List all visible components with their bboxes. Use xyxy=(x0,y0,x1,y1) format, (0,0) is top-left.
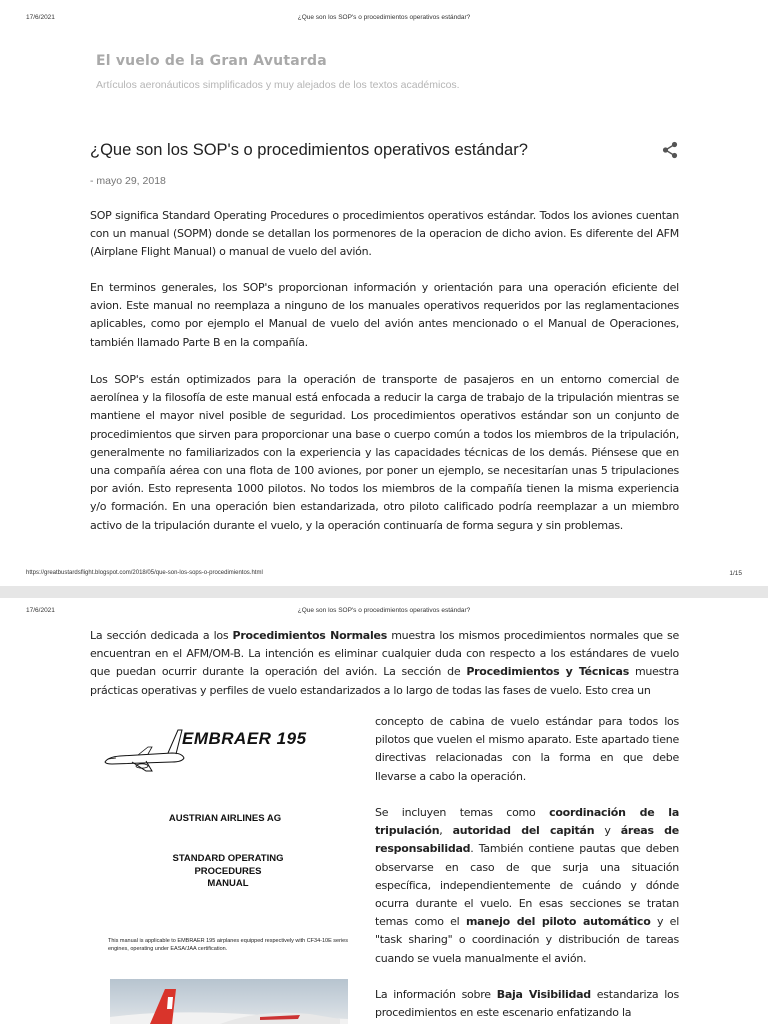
bold-term: Baja Visibilidad xyxy=(496,988,591,1001)
paragraph xyxy=(90,627,679,700)
text-run: La sección dedicada a los xyxy=(90,629,233,642)
text-run: muestra los mismos procedimientos normales que se encuentran en el AFM/OM-B. La intención es eliminar cualquier duda con respecto a los estándares de vuelo que puedan ocurrir durante la operación del avión. La sección de xyxy=(90,629,680,679)
manual-title-line: MANUAL xyxy=(207,878,249,889)
blog-title[interactable]: El vuelo de la Gran Avutarda xyxy=(96,53,327,69)
print-date: 17/6/2021 xyxy=(26,607,55,614)
bold-term: Procedimientos Normales xyxy=(232,629,387,642)
manual-note: This manual is applicable to EMBRAER 195 airplanes equipped respectively with CF34-10E series engines, operating under EASA/JAA certification. xyxy=(108,938,348,952)
text-run: , xyxy=(439,824,453,838)
airplane-drawing xyxy=(102,722,186,772)
manual-brand: EMBRAER 195 xyxy=(182,729,307,748)
manual-title-line: STANDARD OPERATING xyxy=(172,853,284,864)
bold-term: manejo del piloto automático xyxy=(465,915,651,929)
blog-description: Artículos aeronáuticos simplificados y muy alejados de los textos académicos. xyxy=(96,79,460,91)
bold-term: áreas de responsabilidad xyxy=(375,824,679,856)
paragraph: Los SOP's están optimizados para la operación de transporte de pasajeros en un entorno comercial de aerolínea y la filosofía de este manual está enfocada a reducir la carga de trabajo de la tripulación mientras se mantiene el mayor nivel posible de seguridad. Los procedimientos operativos estándar son un conjunto de procedimientos que sirven para proporcionar una base o cuerpo común a todos los miembros de la tripulación, generalmente no familiarizados con la experiencia y las capacidades técnicas de los demás. Piénsese que en una compañía aérea con una flota de 100 aviones, por poner un ejemplo, se necesitarían unas 5 tripulaciones por avión. Esto representa 1000 pilotos. No todos los miembros de la compañía tienen la misma experiencia y/o formación. En una operación bien estandarizada, otro piloto calificado podría reemplazar a un miembro activo de la tripulación durante el vuelo, y la operación continuaría de forma segura y sin problemas. xyxy=(90,373,679,532)
print-page-number: 1/15 xyxy=(729,570,742,577)
page-break xyxy=(0,586,768,598)
print-title: ¿Que son los SOP's o procedimientos operativos estándar? xyxy=(297,14,471,21)
share-icon[interactable] xyxy=(662,141,678,159)
post-date[interactable]: - mayo 29, 2018 xyxy=(90,175,166,187)
manual-company: AUSTRIAN AIRLINES AG xyxy=(168,813,282,824)
paragraph: SOP significa Standard Operating Procedures o procedimientos operativos estándar. Todos los aviones cuentan con un manual (SOPM) donde se detallan los pormenores de la operacion de dicho avion. Es diferente del AFM (Airplane Flight Manual) o manual de vuelo del avión. xyxy=(90,209,679,259)
text-run: y xyxy=(594,824,621,838)
manual-cover-image xyxy=(100,716,350,1024)
bold-term: autoridad del capitán xyxy=(452,824,595,838)
print-title: ¿Que son los SOP's o procedimientos operativos estándar? xyxy=(297,607,471,614)
paragraph: En terminos generales, los SOP's proporcionan información y orientación para una operación eficiente del avion. Este manual no reemplaza a ninguno de los manuales operativos requeridos por las reglamentaciones aplicables, como por ejemplo el Manual de vuelo del avión antes mencionado o el Manual de Operaciones, también llamado Parte B en la compañía. xyxy=(90,281,679,349)
bold-term: Procedimientos y Técnicas xyxy=(466,665,629,679)
airplane-photo xyxy=(110,979,348,1024)
print-date: 17/6/2021 xyxy=(26,14,55,21)
text-run: estandariza los procedimientos en este escenario enfatizando la xyxy=(375,988,679,1020)
manual-title-line: PROCEDURES xyxy=(194,865,262,877)
paragraph xyxy=(375,804,679,968)
text-run: muestra prácticas operativas y perfiles de vuelo estandarizados a lo largo de todas las fases de vuelo. Esto crea un xyxy=(90,665,679,697)
bold-term: coordinación de la tripulación xyxy=(375,806,679,838)
post-title: ¿Que son los SOP's o procedimientos operativos estándar? xyxy=(90,141,528,159)
text-run: Se incluyen temas como xyxy=(375,806,550,819)
paragraph: concepto de cabina de vuelo estándar para todos los pilotos que vuelen el mismo aparato. Este apartado tiene directivas relacionadas con la forma en que debe llevarse a cabo la operación. xyxy=(375,715,679,783)
paragraph xyxy=(375,986,679,1022)
print-footer-url: https://greatbustardsflight.blogspot.com/2018/05/que-son-los-sops-o-procedimientos.html xyxy=(26,570,263,576)
manual-title xyxy=(100,853,356,891)
text-run: . También contiene pautas que deben observarse en caso de que surja una situación específica, independientemente de cuándo y dónde ocurra durante el vuelo. En esas secciones se tratan temas como el xyxy=(375,842,679,929)
text-run: La información sobre xyxy=(375,988,497,1001)
text-run: y el "task sharing" o coordinación y distribución de tareas cuando se vuela manualmente el avión. xyxy=(375,915,680,965)
